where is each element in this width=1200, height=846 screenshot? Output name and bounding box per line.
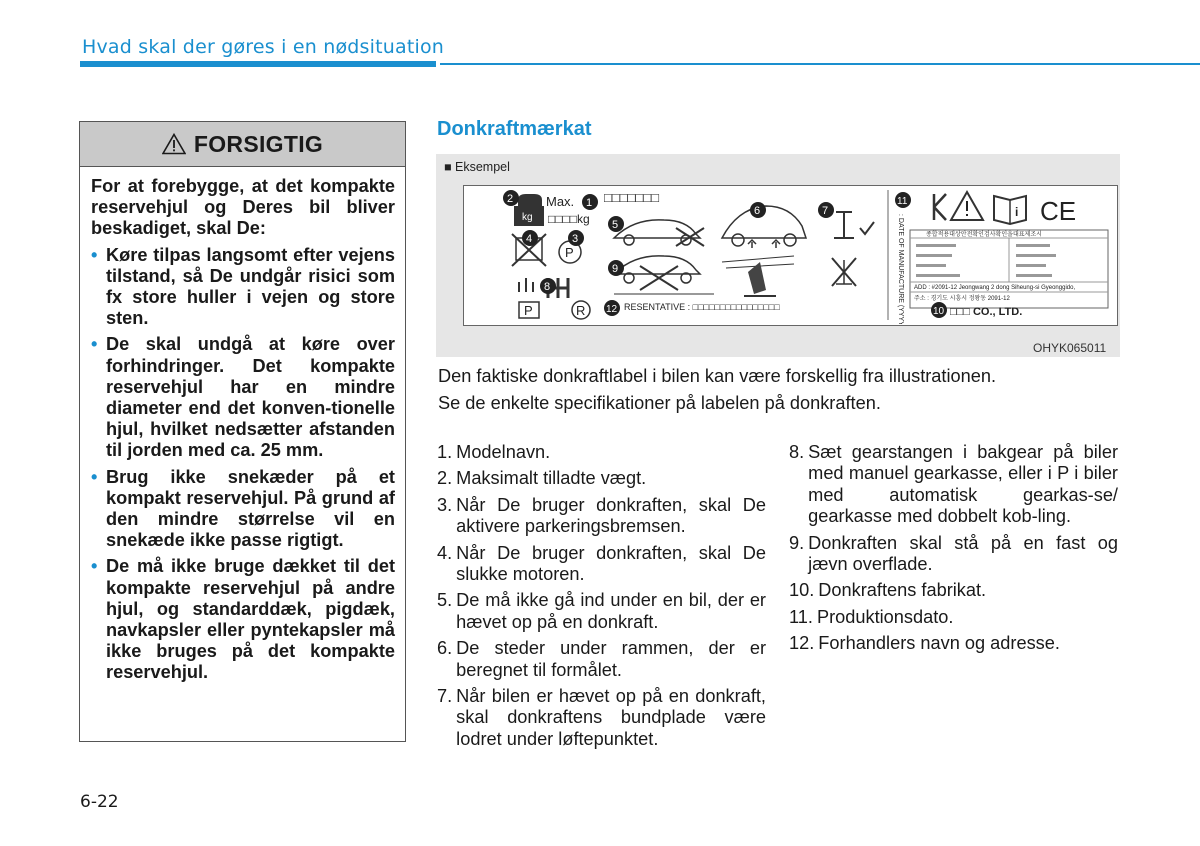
marker-5 <box>608 216 624 232</box>
car-lifted-icon <box>614 256 714 294</box>
warning-triangle-icon <box>162 133 186 155</box>
list-item: 6. De steder under rammen, der er beregnet til formålet. <box>437 638 766 680</box>
list-item: 11. Produktionsdato. <box>789 606 954 627</box>
marker-7 <box>818 202 834 218</box>
manual-book-icon <box>994 196 1026 224</box>
svg-text:R: R <box>576 303 586 318</box>
svg-text:10: 10 <box>933 306 945 317</box>
svg-text:9: 9 <box>612 263 619 275</box>
caution-bullet: • De skal undgå at køre over forhindringer. Det kompakte reservehjul har en mindre diameter end det konven-tionelle hjul, hvilket nedsætter afstanden til jorden med ca. 25 mm. <box>91 334 395 461</box>
svg-text:12: 12 <box>606 304 618 315</box>
marker-4 <box>522 230 538 246</box>
marker-10 <box>931 302 947 318</box>
info-table <box>910 230 1108 308</box>
date-of-manufacture-label: : DATE OF MANUFACTURE (YYYY.MM.DD) <box>897 214 904 324</box>
caution-title: FORSIGTIG <box>193 130 324 157</box>
svg-text:P: P <box>565 245 574 260</box>
marker-8 <box>540 278 556 294</box>
kc-mark-icon <box>934 194 946 227</box>
caution-intro: For at forebygge, at det kompakte reservehjul og Deres bil bliver beskadiget, skal De: <box>91 176 395 239</box>
list-item: 1. Modelnavn. <box>437 442 551 462</box>
list-item: 8. Sæt gearstangen i bakgear på biler med manuel gearkasse, eller i P i biler med automatisk gearkas-se/ gearkasse med dobbelt kob-ling. <box>789 442 1118 527</box>
caution-bullet: • Køre tilpas langsomt efter vejens tilstand, så De undgår risici som fx store huller i vejen og store sten. <box>91 244 395 329</box>
svg-text:종합적용대상안전확인검사확인을대표제조시: 종합적용대상안전확인검사확인을대표제조시 <box>926 232 1042 238</box>
list-item: 12. Forhandlers navn og adresse. <box>789 633 1060 654</box>
jack-upright-icon <box>834 212 874 238</box>
list-item: 10. Donkraftens fabrikat. <box>789 580 987 601</box>
numbered-list-left <box>437 442 766 755</box>
list-item: 7. Når bilen er hævet op på en donkraft, skal donkraftens bundplade være lodret under løftepunktet. <box>437 686 766 749</box>
marker-6 <box>750 202 766 218</box>
marker-11 <box>895 192 911 208</box>
svg-text:8: 8 <box>544 281 551 293</box>
bullet-icon: • <box>91 244 98 265</box>
header-title: Hvad skal der gøres i en nødsituation <box>82 36 445 58</box>
svg-text:4: 4 <box>526 233 533 245</box>
list-item: 3. Når De bruger donkraften, skal De aktivere parkeringsbremsen. <box>437 494 766 537</box>
svg-text:11: 11 <box>897 196 908 207</box>
kg-field: □□□□kg <box>548 212 590 226</box>
svg-text:K: K <box>934 226 935 227</box>
svg-text:3: 3 <box>572 233 579 245</box>
description-line: Se de enkelte specifikationer på labelen på donkraften. <box>438 393 881 413</box>
marker-2 <box>503 190 519 206</box>
caution-bullet: • De må ikke bruge dækket til det kompakte reservehjul på andre hjul, og standarddæk, pigdæk, navkapsler eller pyntekapsler må ikke bruges på det kompakte reservehjul. <box>91 556 395 683</box>
svg-text:7: 7 <box>822 205 829 217</box>
figure-code: OHYK065011 <box>1033 341 1107 355</box>
list-item: 5. De må ikke gå ind under en bil, der er hævet op på en donkraft. <box>437 590 766 632</box>
caution-box <box>79 121 406 742</box>
caution-header <box>80 122 405 167</box>
list-item: 2. Maksimalt tilladte vægt. <box>437 468 647 489</box>
svg-text:5: 5 <box>612 219 619 231</box>
caution-bullet: • Brug ikke snekæder på et kompakt reservehjul. På grund af den mindre størrelse vil en snekæde ikke passe rigtigt. <box>91 466 395 551</box>
section-heading: Donkraftmærkat <box>437 118 592 140</box>
caution-symbol-icon <box>951 192 983 220</box>
marker-12 <box>604 300 620 316</box>
marker-1 <box>582 194 598 210</box>
list-item: 9. Donkraften skal stå på en fast og jævn overflade. <box>789 532 1118 575</box>
marker-3 <box>568 230 584 246</box>
jack-label-illustration <box>463 185 1118 326</box>
list-item: 4. Når De bruger donkraften, skal De slukke motoren. <box>437 542 766 585</box>
bullet-icon: • <box>91 334 98 355</box>
address-text: ADD : #2091-12 Jeongwang 2 dong Siheung-si Gyeonggido, <box>914 285 1076 291</box>
header-rule <box>440 63 1200 65</box>
figure-example-label: ■ Eksempel <box>444 160 510 174</box>
car-person-under-icon <box>614 220 704 246</box>
jack-tilted-icon <box>722 256 856 296</box>
jack-label-svg <box>464 186 1116 324</box>
svg-text:6: 6 <box>754 205 761 217</box>
marker-9 <box>608 260 624 276</box>
company-field: □□□ CO., LTD. <box>950 306 1023 318</box>
max-text: Max. <box>546 194 575 209</box>
svg-text:2: 2 <box>507 193 514 205</box>
representative-field: RESENTATIVE : □□□□□□□□□□□□□□□□ <box>624 302 780 312</box>
ce-mark-icon: CE <box>1040 196 1077 226</box>
svg-text:1: 1 <box>586 197 593 209</box>
page-number: 6-22 <box>80 792 119 812</box>
svg-text:i: i <box>1015 205 1019 219</box>
header-bar <box>80 61 436 67</box>
numbered-list-right <box>789 442 1118 660</box>
model-field: □□□□□□□ <box>604 190 659 205</box>
address-text-kr: 주소 : 경기도 시흥시 정왕동 2091-12 <box>914 296 1010 302</box>
description-line: Den faktiske donkraftlabel i bilen kan være forskellig fra illustrationen. <box>438 366 997 386</box>
svg-text:P: P <box>524 303 533 318</box>
bullet-icon: • <box>91 466 98 487</box>
svg-text:kg: kg <box>522 212 533 223</box>
caution-body <box>80 167 405 684</box>
bullet-icon: • <box>91 556 98 577</box>
